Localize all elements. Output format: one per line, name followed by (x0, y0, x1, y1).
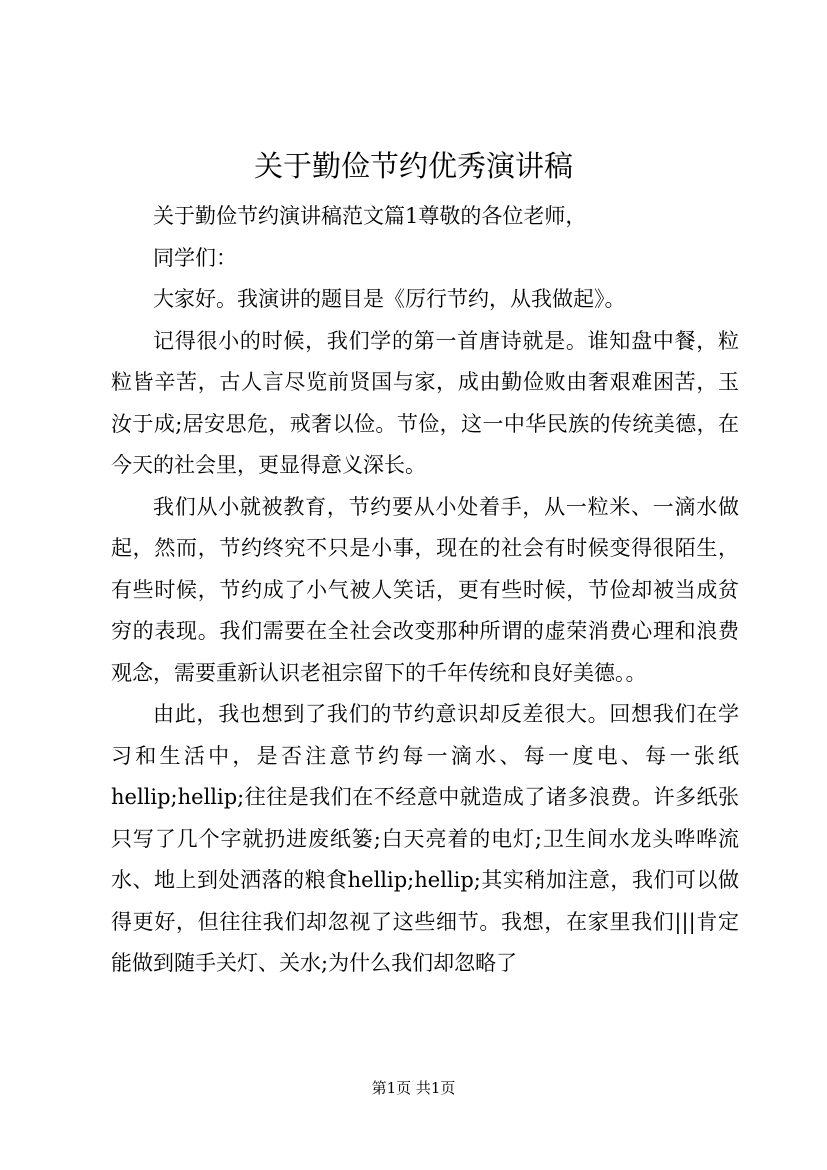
page-footer: 第1页 共1页 (371, 1079, 456, 1097)
paragraph-education: 我们从小就被教育，节约要从小处着手，从一粒米、一滴水做起，然而，节约终究不只是小事，现在的社会有时候变得很陌生，有些时候，节约成了小气被人笑话，更有些时候，节俭却被当成贫穷的表现。我们需要在全社会改变那种所谓的虚荣消费心理和浪费观念，需要重新认识老祖宗留下的千年传统和良好美德。。 (111, 494, 739, 685)
page-title: 关于勤俭节约优秀演讲稿 (253, 149, 573, 183)
paragraph-greeting: 关于勤俭节约演讲稿范文篇1尊敬的各位老师， (153, 204, 587, 228)
document-body (111, 196, 739, 985)
paragraph-tang-poem: 记得很小的时候，我们学的第一首唐诗就是。谁知盘中餐，粒粒皆辛苦，古人言尽览前贤国与家，成由勤俭败由奢艰难困苦，玉汝于成;居安思危，戒奢以俭。节俭，这一中华民族的传统美德，在今天的社会里，更显得意义深长。 (111, 328, 739, 477)
paragraph-topic: 大家好。我演讲的题目是《厉行节约，从我做起》。 (153, 287, 626, 311)
paragraph-awareness: 由此，我也想到了我们的节约意识却反差很大。回想我们在学习和生活中，是否注意节约每一滴水、每一度电、每一张纸hellip;hellip;往往是我们在不经意中就造成了诸多浪费。许多纸张只写了几个字就扔进废纸篓;白天亮着的电灯;卫生间水龙头哗哗流水、地上到处洒落的粮食hellip;hellip;其实稍加注意，我们可以做得更好，但往往我们却忽视了这些细节。我想，在家里我们|||肯定能做到随手关灯、关水;为什么我们却忽略了 (111, 702, 739, 975)
paragraph-audience: 同学们： (153, 245, 237, 270)
